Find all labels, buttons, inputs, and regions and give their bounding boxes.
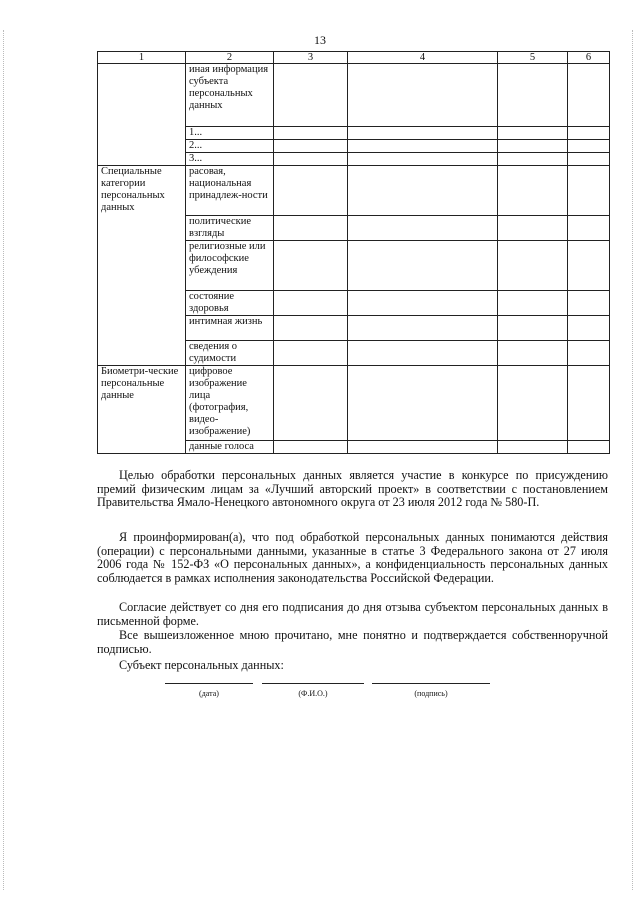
col-header-3: 3 bbox=[274, 52, 348, 64]
special-item-race: расовая, национальная принадлеж-ности bbox=[186, 166, 274, 216]
col-header-4: 4 bbox=[348, 52, 498, 64]
table-cell bbox=[568, 366, 610, 441]
numbered-rows-cell bbox=[186, 127, 274, 166]
table-cell bbox=[498, 64, 568, 127]
sign-caption: (подпись) bbox=[414, 689, 448, 698]
table-cell bbox=[274, 241, 348, 291]
col-header-6: 6 bbox=[568, 52, 610, 64]
paragraph-informed: Я проинформирован(а), что под обработкой персональных данных понимаются действия (операции) с персональными данными, указанные в статье 3 Федерального закона от 27 июля 2006 года № 152-ФЗ «О персональных данных», а конфиденциальность персональных данных соблюдается в рамках исполнения законодательства Российской Федерации. bbox=[97, 530, 608, 585]
numbered-row-1: 1... bbox=[186, 127, 273, 140]
special-item-intimate: интимная жизнь bbox=[186, 316, 274, 341]
table-cell bbox=[274, 166, 348, 216]
table-cell bbox=[498, 241, 568, 291]
special-item-health: состояние здоровья bbox=[186, 291, 274, 316]
signature-name bbox=[262, 683, 364, 713]
table-cell bbox=[568, 127, 610, 166]
table-cell bbox=[274, 216, 348, 241]
margin-dots-right bbox=[632, 30, 634, 890]
table-cell bbox=[348, 166, 498, 216]
biometric-item-face: цифровое изображение лица (фотография, видео-изображение) bbox=[186, 366, 274, 441]
table-cell bbox=[274, 316, 348, 341]
paragraph-subject: Субъект персональных данных: bbox=[119, 658, 284, 672]
table-cell bbox=[568, 216, 610, 241]
numbered-row-2: 2... bbox=[186, 140, 273, 153]
table-cell bbox=[274, 341, 348, 366]
table-cell bbox=[498, 366, 568, 441]
paragraph-validity: Согласие действует со дня его подписания до дня отзыва субъектом персональных данных в письменной форме. bbox=[97, 600, 608, 628]
col-header-2: 2 bbox=[186, 52, 274, 64]
paragraph-confirm: Все вышеизложенное мною прочитано, мне понятно и подтверждается собственноручной подписью. bbox=[97, 628, 608, 656]
name-caption: (Ф.И.О.) bbox=[298, 689, 328, 698]
table-cell bbox=[348, 441, 498, 454]
special-item-political: политические взгляды bbox=[186, 216, 274, 241]
paragraph-purpose: Целью обработки персональных данных является участие в конкурсе по присуждению премий физическим лицам за «Лучший авторский проект» в соответствии с постановлением Правительства Ямало-Ненецкого автономного округа от 23 июля 2012 года № 580-П. bbox=[97, 468, 608, 510]
page-number: 13 bbox=[314, 33, 326, 47]
table-cell bbox=[348, 216, 498, 241]
table-cell bbox=[498, 216, 568, 241]
signature-sign bbox=[372, 683, 490, 713]
table-cell bbox=[568, 241, 610, 291]
biometric-item-voice: данные голоса bbox=[186, 441, 274, 454]
table-cell bbox=[348, 316, 498, 341]
table-cell bbox=[274, 291, 348, 316]
table-cell bbox=[274, 127, 348, 166]
row-other-info: иная информация субъекта персональных данных bbox=[186, 64, 274, 127]
col-header-5: 5 bbox=[498, 52, 568, 64]
table-cell bbox=[498, 341, 568, 366]
table-cell bbox=[568, 291, 610, 316]
table-cell bbox=[274, 366, 348, 441]
date-caption: (дата) bbox=[199, 689, 219, 698]
table-cell bbox=[568, 166, 610, 216]
table-cell bbox=[498, 441, 568, 454]
table-cell bbox=[568, 316, 610, 341]
table-header-row bbox=[98, 52, 610, 64]
table-row bbox=[98, 166, 610, 216]
signature-date bbox=[165, 683, 253, 713]
personal-data-table bbox=[97, 51, 610, 454]
table-cell bbox=[274, 441, 348, 454]
table-row bbox=[98, 366, 610, 441]
table-cell bbox=[348, 64, 498, 127]
table-cell bbox=[498, 316, 568, 341]
col-header-1: 1 bbox=[98, 52, 186, 64]
numbered-row-3: 3... bbox=[189, 153, 203, 164]
special-category-label: Специальные категории персональных данных bbox=[98, 166, 186, 366]
table-cell bbox=[498, 291, 568, 316]
table-cell bbox=[568, 64, 610, 127]
biometric-category-label: Биометри-ческие персональные данные bbox=[98, 366, 186, 454]
table-cell bbox=[498, 166, 568, 216]
table-cell bbox=[274, 64, 348, 127]
special-item-religious: религиозные или философские убеждения bbox=[186, 241, 274, 291]
special-item-criminal: сведения о судимости bbox=[186, 341, 274, 366]
table-row bbox=[98, 64, 610, 127]
table-cell bbox=[348, 241, 498, 291]
table-cell bbox=[348, 341, 498, 366]
table-cell bbox=[498, 127, 568, 166]
table-cell bbox=[348, 366, 498, 441]
table-cell bbox=[348, 127, 498, 166]
table-cell bbox=[348, 291, 498, 316]
table-cell bbox=[98, 64, 186, 166]
table-cell bbox=[568, 341, 610, 366]
table-cell bbox=[568, 441, 610, 454]
margin-dots-left bbox=[3, 30, 5, 890]
